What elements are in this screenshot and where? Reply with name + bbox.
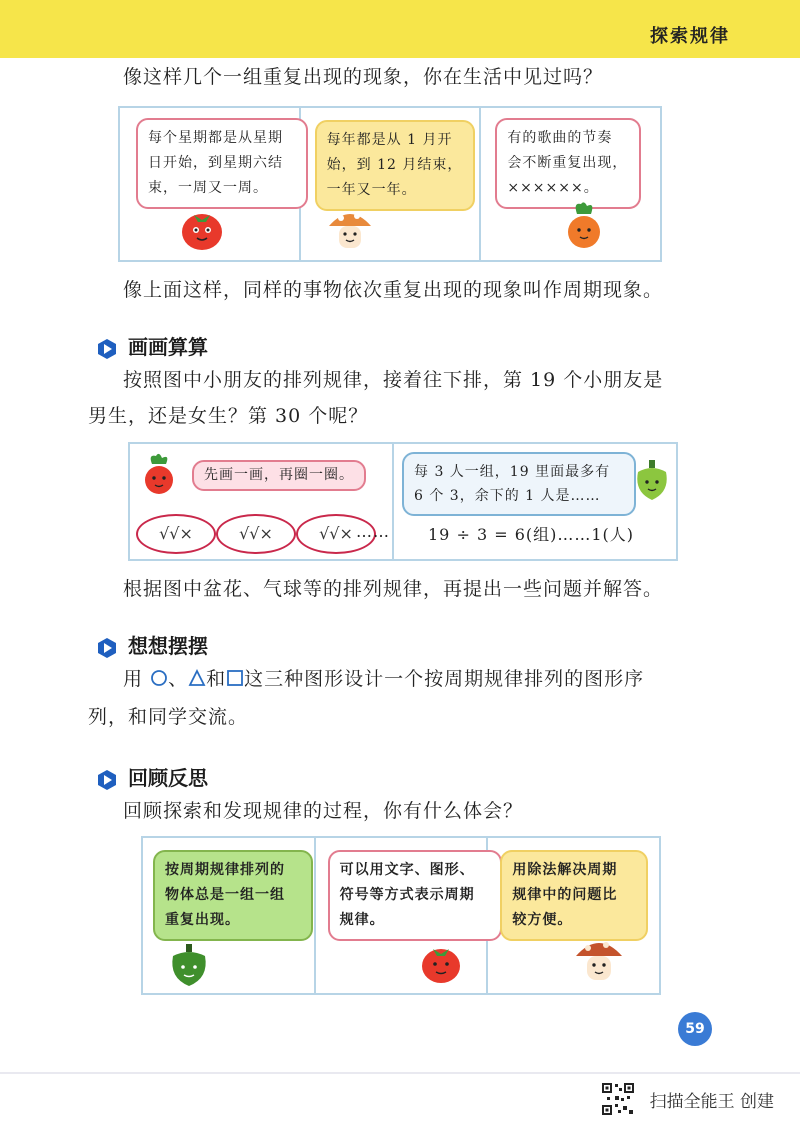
header-band <box>0 0 800 58</box>
pattern-cell-left <box>130 444 394 559</box>
mushroom-character-icon <box>323 204 377 254</box>
bubble-line: 符号等方式表示周期 <box>339 887 475 903</box>
intro-question: 像这样几个一组重复出现的现象，你在生活中见过吗？ <box>123 66 604 88</box>
triangle-shape-icon <box>188 669 206 687</box>
pepper-character-icon <box>632 458 672 502</box>
bubble-line: 规律。 <box>339 912 385 928</box>
bubble-line: 可以用文字、图形、 <box>339 862 475 878</box>
intro-cell-3 <box>481 108 660 260</box>
section-heading-text: 画画算算 <box>128 335 208 359</box>
bubble-line: 会不断重复出现， <box>507 155 628 171</box>
hint-bubble: 先画一画，再圈一圈。 <box>192 460 366 491</box>
tomato-character-icon <box>172 206 232 254</box>
hexagon-play-icon <box>96 637 118 659</box>
bubble-line: 按周期规律排列的 <box>165 862 285 878</box>
speech-bubble-song <box>495 118 641 209</box>
section1-after: 根据图中盆花、气球等的排列规律，再提出一些问题并解答。 <box>123 578 664 600</box>
intro-cell-2 <box>301 108 482 260</box>
bubble-line: 每个星期都是从星期 <box>148 130 283 146</box>
bubble-line: 规律中的问题比 <box>512 887 618 903</box>
bubble-line: 重复出现。 <box>165 912 240 928</box>
speech-bubble-year <box>315 120 475 211</box>
section2-line1 <box>123 668 644 690</box>
speech-bubble-week <box>136 118 308 209</box>
section-heading-draw-calc <box>96 331 208 360</box>
section3-question: 回顾探索和发现规律的过程，你有什么体会？ <box>123 800 524 822</box>
section-heading-think-arrange <box>96 630 208 659</box>
circle-shape-icon <box>150 669 168 687</box>
review-cell-3 <box>488 838 659 993</box>
bubble-line: 日开始，到星期六结 <box>148 155 283 171</box>
bubble-line: 物体总是一组一组 <box>165 887 285 903</box>
intro-panel <box>118 106 662 262</box>
review-cell-2 <box>316 838 489 993</box>
division-equation: 19 ÷ 3 = 6(组)……1(人) <box>428 525 635 544</box>
definition-text: 像上面这样，同样的事物依次重复出现的现象叫作周期现象。 <box>123 279 664 301</box>
bubble-line: 始，到 12 月结束， <box>326 157 463 173</box>
text-use: 用 <box>123 668 144 690</box>
hexagon-play-icon <box>96 769 118 791</box>
bubble-line: ××××××。 <box>507 180 599 196</box>
carrot-character-icon <box>559 200 609 254</box>
mushroom-character-icon <box>572 934 626 986</box>
square-shape-icon <box>226 669 244 687</box>
section1-line2: 男生，还是女生？第 30 个呢？ <box>88 405 369 427</box>
section-heading-text: 回顾反思 <box>128 766 208 790</box>
pattern-cell-right <box>394 444 676 559</box>
section1-line1: 按照图中小朋友的排列规律，接着往下排，第 19 个小朋友是 <box>123 369 664 391</box>
header-title: 探索规律 <box>650 26 730 47</box>
pepper-character-icon <box>167 942 211 988</box>
pattern-panel <box>128 442 678 561</box>
bubble-line: 一年又一年。 <box>326 182 417 198</box>
tomato-character-icon <box>416 940 466 986</box>
bubble-line: 6 个 3，余下的 1 人是…… <box>414 488 601 504</box>
bubble-line: 束，一周又一周。 <box>148 180 268 196</box>
hexagon-play-icon <box>96 338 118 360</box>
section-heading-review <box>96 762 208 791</box>
review-cell-1 <box>143 838 316 993</box>
text-rest: 这三种图形设计一个按周期规律排列的图形序 <box>244 668 645 690</box>
speech-bubble-group <box>153 850 313 941</box>
bubble-line: 每年都是从 1 月开 <box>326 132 453 148</box>
speech-bubble-express <box>328 850 502 941</box>
intro-cell-1 <box>120 108 301 260</box>
continuation-dots: …… <box>356 522 390 541</box>
section-heading-text: 想想摆摆 <box>128 634 208 658</box>
text-sep: 、 <box>168 668 189 690</box>
qr-code-icon <box>601 1082 635 1116</box>
group-oval-1: √√× <box>136 514 216 554</box>
group-oval-2: √√× <box>216 514 296 554</box>
footer-watermark: 扫描全能王 创建 <box>649 1092 774 1112</box>
group-oval-3: √√× <box>296 514 376 554</box>
speech-bubble-division <box>500 850 648 941</box>
section2-line2: 列，和同学交流。 <box>88 706 249 728</box>
radish-character-icon <box>138 452 180 498</box>
bubble-line: 用除法解决周期 <box>512 862 618 878</box>
page-number: 59 <box>678 1012 712 1046</box>
text-and: 和 <box>206 668 227 690</box>
bubble-line: 较方便。 <box>512 912 573 928</box>
review-panel <box>141 836 661 995</box>
division-bubble <box>402 452 636 516</box>
bubble-line: 有的歌曲的节奏 <box>507 130 613 146</box>
bubble-line: 每 3 人一组，19 里面最多有 <box>414 464 611 480</box>
